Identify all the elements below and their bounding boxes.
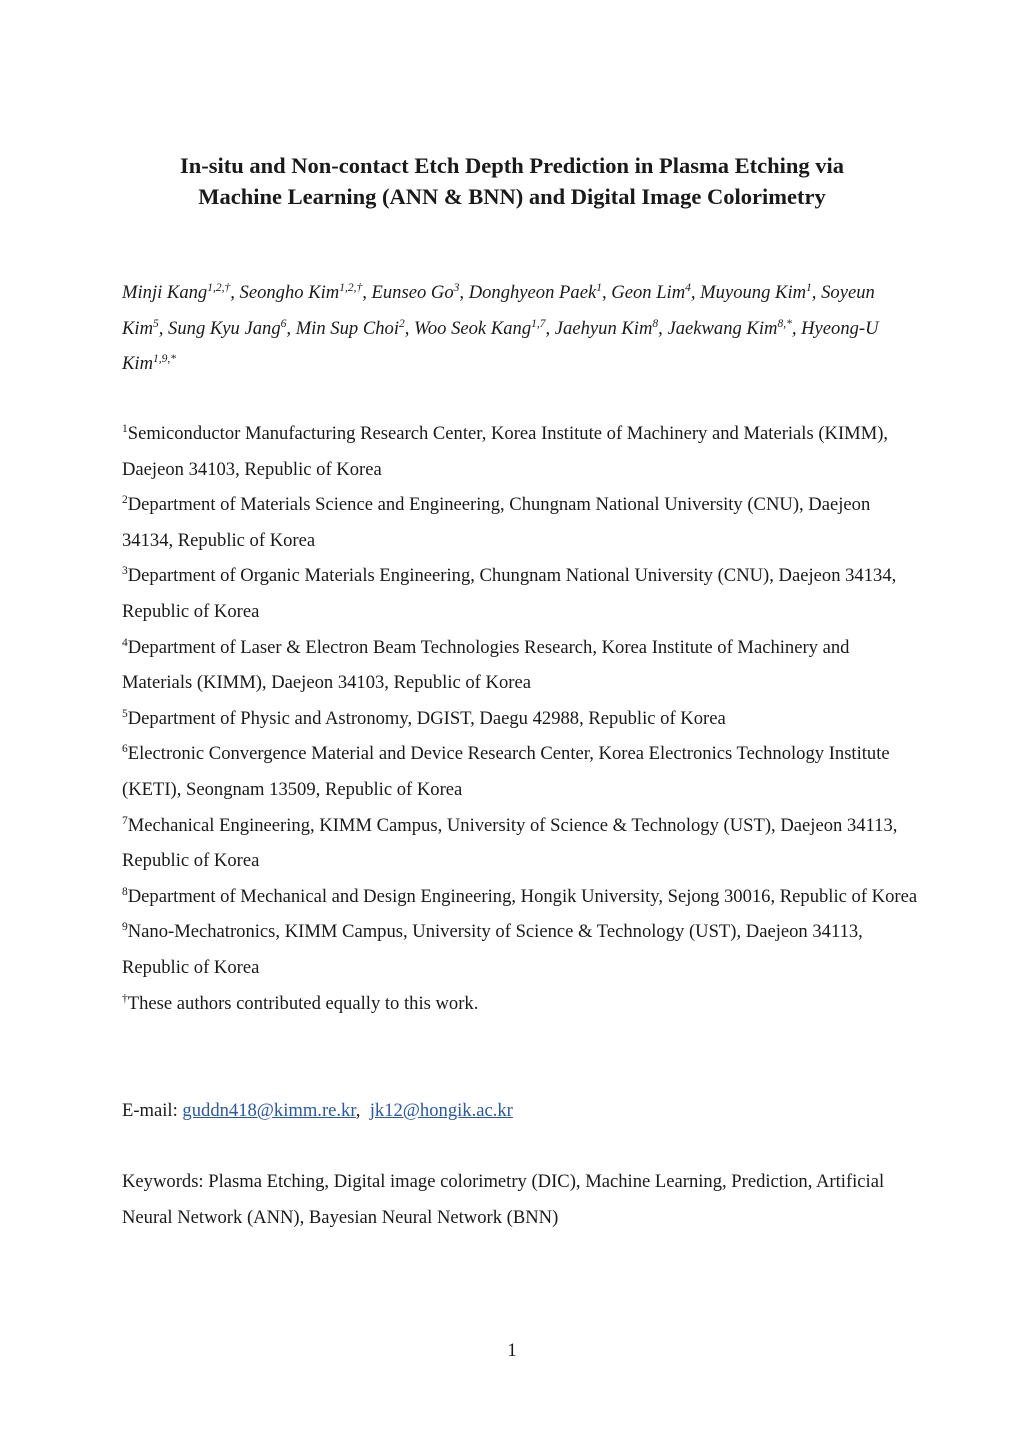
author-separator: , [658,317,668,339]
author-name: Min Sup Choi [295,317,399,339]
affiliation-text: Department of Organic Materials Engineering, Chungnam National University (CNU), Daejeon 34134, Republic of Korea [122,565,897,622]
author-separator: , [811,282,822,303]
affiliation-text: Electronic Convergence Material and Device Research Center, Korea Electronics Technology Institute (KETI), Seongnam 13509, Republic of Korea [122,743,890,800]
author [700,282,821,303]
author [555,318,668,339]
email-separator: , [355,1100,370,1121]
affiliation-mark: 5 [122,707,128,720]
author [667,318,801,339]
affiliation-item [122,701,922,737]
affiliation-item [122,736,922,807]
author [414,318,555,339]
author-affiliation-mark: 1,2,† [207,281,231,294]
author-name: Sung Kyu Jang [168,317,281,339]
author-name: Donghyeon Paek [468,282,597,303]
author-affiliation-mark: 5 [153,317,159,330]
author-separator: , [690,282,701,303]
affiliation-item [122,487,922,558]
email-link-1[interactable]: guddn418@kimm.re.kr [182,1100,356,1121]
affiliation-mark: 4 [122,636,128,649]
author-separator: , [545,317,555,339]
email-link-2[interactable]: jk12@hongik.ac.kr [369,1100,513,1121]
author-name: Hyeong-U Kim [122,317,879,374]
author-affiliation-mark: 1 [596,281,602,294]
affiliation-mark: 7 [122,814,128,827]
title-line-1: In-situ and Non-contact Etch Depth Prediction in Plasma Etching via [179,153,844,178]
author-name: Muyoung Kim [700,282,807,303]
author-affiliation-mark: 8,* [777,317,792,330]
affiliation-text: Department of Mechanical and Design Engineering, Hongik University, Sejong 30016, Republic of Korea [127,885,918,907]
author-separator: , [404,317,415,339]
author [240,282,372,303]
author [469,282,612,303]
affiliation-text: Department of Physic and Astronomy, DGIST, Daegu 42988, Republic of Korea [127,707,726,729]
affiliation-text: Nano-Mechatronics, KIMM Campus, University of Science & Technology (UST), Daejeon 34113, Republic of Korea [122,921,863,978]
affiliation-mark: 3 [122,565,128,578]
affiliation-list [122,416,922,1021]
author-affiliation-mark: 1 [806,281,812,294]
affiliation-mark: 6 [122,743,128,756]
affiliation-item [122,808,922,879]
author-name: Eunseo Go [371,282,454,303]
title-line-2: Machine Learning (ANN & BNN) and Digital Image Colorimetry [198,184,826,209]
keywords: Keywords: Plasma Etching, Digital image colorimetry (DIC), Machine Learning, Prediction, Artificial Neural Network (ANN), Bayesian Neural Network (BNN) [122,1171,885,1228]
author-list [122,275,912,382]
affiliation-text: Semiconductor Manufacturing Research Center, Korea Institute of Machinery and Materials (KIMM), Daejeon 34103, Republic of Korea [122,423,889,480]
author [122,282,240,303]
author-separator: , [459,282,469,303]
author-name: Woo Seok Kang [414,317,532,339]
author-separator: , [601,282,612,303]
author-separator: , [286,317,296,339]
author [168,318,296,339]
affiliation-text: These authors contributed equally to this work. [127,992,479,1014]
author-name: Seongho Kim [239,282,340,303]
paper-title [100,150,924,212]
author [611,282,700,303]
author-affiliation-mark: 4 [685,281,691,294]
page-number: 1 [507,1340,517,1361]
affiliation-text: Department of Materials Science and Engineering, Chungnam National University (CNU), Daejeon 34134, Republic of Korea [122,494,871,551]
affiliation-item [122,986,922,1022]
author [296,318,414,339]
affiliation-text: Mechanical Engineering, KIMM Campus, University of Science & Technology (UST), Daejeon 34113, Republic of Korea [122,814,898,872]
author-separator: , [230,282,240,303]
affiliation-mark: 2 [122,494,128,507]
affiliation-text: Department of Laser & Electron Beam Technologies Research, Korea Institute of Machinery and Materials (KIMM), Daejeon 34103, Republic of Korea [122,636,850,694]
author-affiliation-mark: 2 [399,317,405,330]
author [372,282,469,303]
author-affiliation-mark: 1,2,† [339,281,363,294]
author-separator: , [362,282,372,303]
affiliation-mark: 8 [122,885,128,898]
author-affiliation-mark: 8 [652,317,659,330]
affiliation-item [122,914,922,985]
author-affiliation-mark: 1,9,* [153,352,176,365]
author-name: Jaekwang Kim [667,317,778,339]
affiliation-item [122,630,922,701]
author-affiliation-mark: 1,7 [531,317,546,330]
affiliation-item [122,879,922,915]
author-separator: , [791,317,802,339]
email-label: E-mail: [122,1100,183,1121]
author-name: Geon Lim [611,282,686,303]
author-name: Jaehyun Kim [554,317,653,339]
affiliation-item [122,416,922,487]
affiliation-mark: † [122,992,128,1005]
author-name: Soyeun Kim [122,282,875,339]
affiliation-mark: 1 [122,422,128,435]
author-separator: , [158,317,169,339]
affiliation-item [122,558,922,629]
author-name: Minji Kang [122,282,208,303]
author-affiliation-mark: 3 [453,281,460,294]
affiliation-mark: 9 [122,921,128,934]
email-line [122,1093,513,1128]
author-affiliation-mark: 6 [280,317,287,330]
